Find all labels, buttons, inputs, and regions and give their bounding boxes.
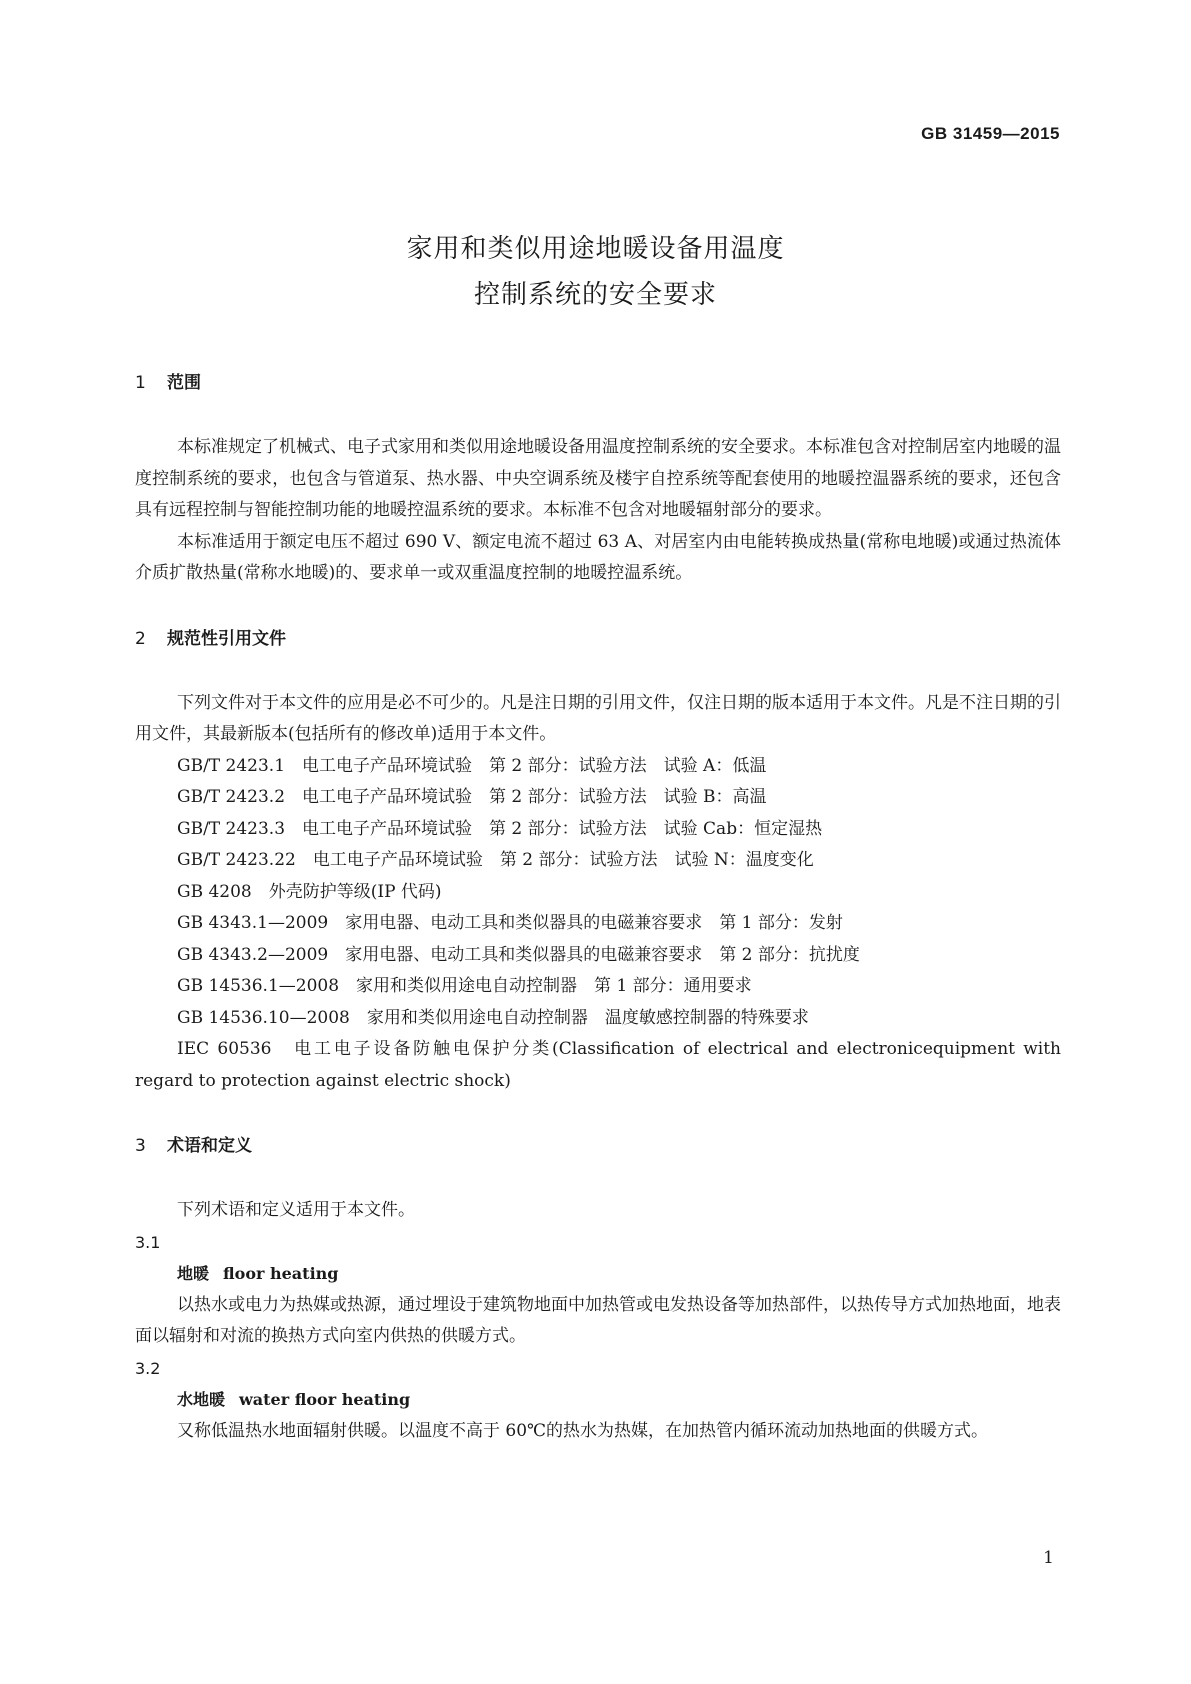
section-title: 范围 — [167, 373, 201, 393]
reference-item: GB 4208 外壳防护等级(IP 代码) — [177, 881, 442, 902]
reference-item: GB 14536.1—2008 家用和类似用途电自动控制器 第 1 部分：通用要求 — [177, 976, 752, 996]
reference-item: GB 14536.10—2008 家用和类似用途电自动控制器 温度敏感控制器的特殊要求 — [177, 1007, 809, 1028]
term-entry — [135, 1384, 1061, 1416]
section-number: 1 — [135, 373, 146, 393]
section-number: 2 — [135, 628, 146, 649]
term-en: floor heating — [223, 1263, 339, 1283]
reference-item: GB/T 2423.2 电工电子产品环境试验 第 2 部分：试验方法 试验 B：高温 — [177, 787, 767, 807]
title-line-1: 家用和类似用途地暖设备用温度 — [406, 234, 785, 264]
term-definition: 又称低温热水地面辐射供暖。以温度不高于 60℃的热水为热媒，在加热管内循环流动加热地面的供暖方式。 — [177, 1420, 989, 1441]
reference-item: GB 4343.1—2009 家用电器、电动工具和类似器具的电磁兼容要求 第 1 部分：发射 — [177, 913, 843, 933]
terms-intro: 下列术语和定义适用于本文件。 — [177, 1200, 415, 1220]
term-en: water floor heating — [239, 1389, 411, 1409]
section-title: 术语和定义 — [167, 1136, 252, 1156]
document-title — [0, 226, 1191, 318]
reference-item: GB 4343.2—2009 家用电器、电动工具和类似器具的电磁兼容要求 第 2 部分：抗扰度 — [177, 944, 860, 965]
clause-number: 3.2 — [135, 1358, 161, 1378]
section-number: 3 — [135, 1136, 146, 1156]
scope-paragraph-1: 本标准规定了机械式、电子式家用和类似用途地暖设备用温度控制系统的安全要求。本标准包含对控制居室内地暖的温度控制系统的要求，也包含与管道泵、热水器、中央空调系统及楼宇自控系统等配套使用的地暖控温器系统的要求，还包含具有远程控制与智能控制功能的地暖控温系统的要求。本标准不包含对地暖辐射部分的要求。 — [135, 437, 1061, 520]
standard-code: GB 31459—2015 — [921, 124, 1060, 143]
term-zh: 水地暖 — [177, 1389, 226, 1409]
reference-item: GB/T 2423.22 电工电子产品环境试验 第 2 部分：试验方法 试验 N：温度变化 — [177, 850, 814, 870]
term-entry — [135, 1258, 1061, 1290]
reference-item-iec: IEC 60536 电工电子设备防触电保护分类(Classification of electrical and electronicequipment with regard to protection against electric shock) — [135, 1039, 1061, 1091]
page-number: 1 — [1043, 1548, 1054, 1568]
clause-number: 3.1 — [135, 1232, 161, 1252]
section-3-heading — [135, 1131, 1061, 1157]
term-definition: 以热水或电力为热媒或热源，通过埋设于建筑物地面中加热管或电发热设备等加热部件，以热传导方式加热地面，地表面以辐射和对流的换热方式向室内供热的供暖方式。 — [135, 1294, 1061, 1346]
section-title: 规范性引用文件 — [167, 628, 286, 649]
section-1-heading — [135, 368, 1061, 394]
term-zh: 地暖 — [177, 1263, 210, 1283]
document-body — [135, 368, 1061, 1447]
scope-paragraph-2: 本标准适用于额定电压不超过 690 V、额定电流不超过 63 A、对居室内由电能转换成热量(常称电地暖)或通过热流体介质扩散热量(常称水地暖)的、要求单一或双重温度控制的地暖控温系统。 — [135, 531, 1061, 583]
title-line-2: 控制系统的安全要求 — [473, 280, 717, 310]
reference-item: GB/T 2423.1 电工电子产品环境试验 第 2 部分：试验方法 试验 A：低温 — [177, 755, 767, 776]
references-intro: 下列文件对于本文件的应用是必不可少的。凡是注日期的引用文件，仅注日期的版本适用于本文件。凡是不注日期的引用文件，其最新版本(包括所有的修改单)适用于本文件。 — [135, 692, 1061, 744]
reference-item: GB/T 2423.3 电工电子产品环境试验 第 2 部分：试验方法 试验 Cab：恒定湿热 — [177, 818, 823, 839]
section-2-heading — [135, 624, 1061, 650]
